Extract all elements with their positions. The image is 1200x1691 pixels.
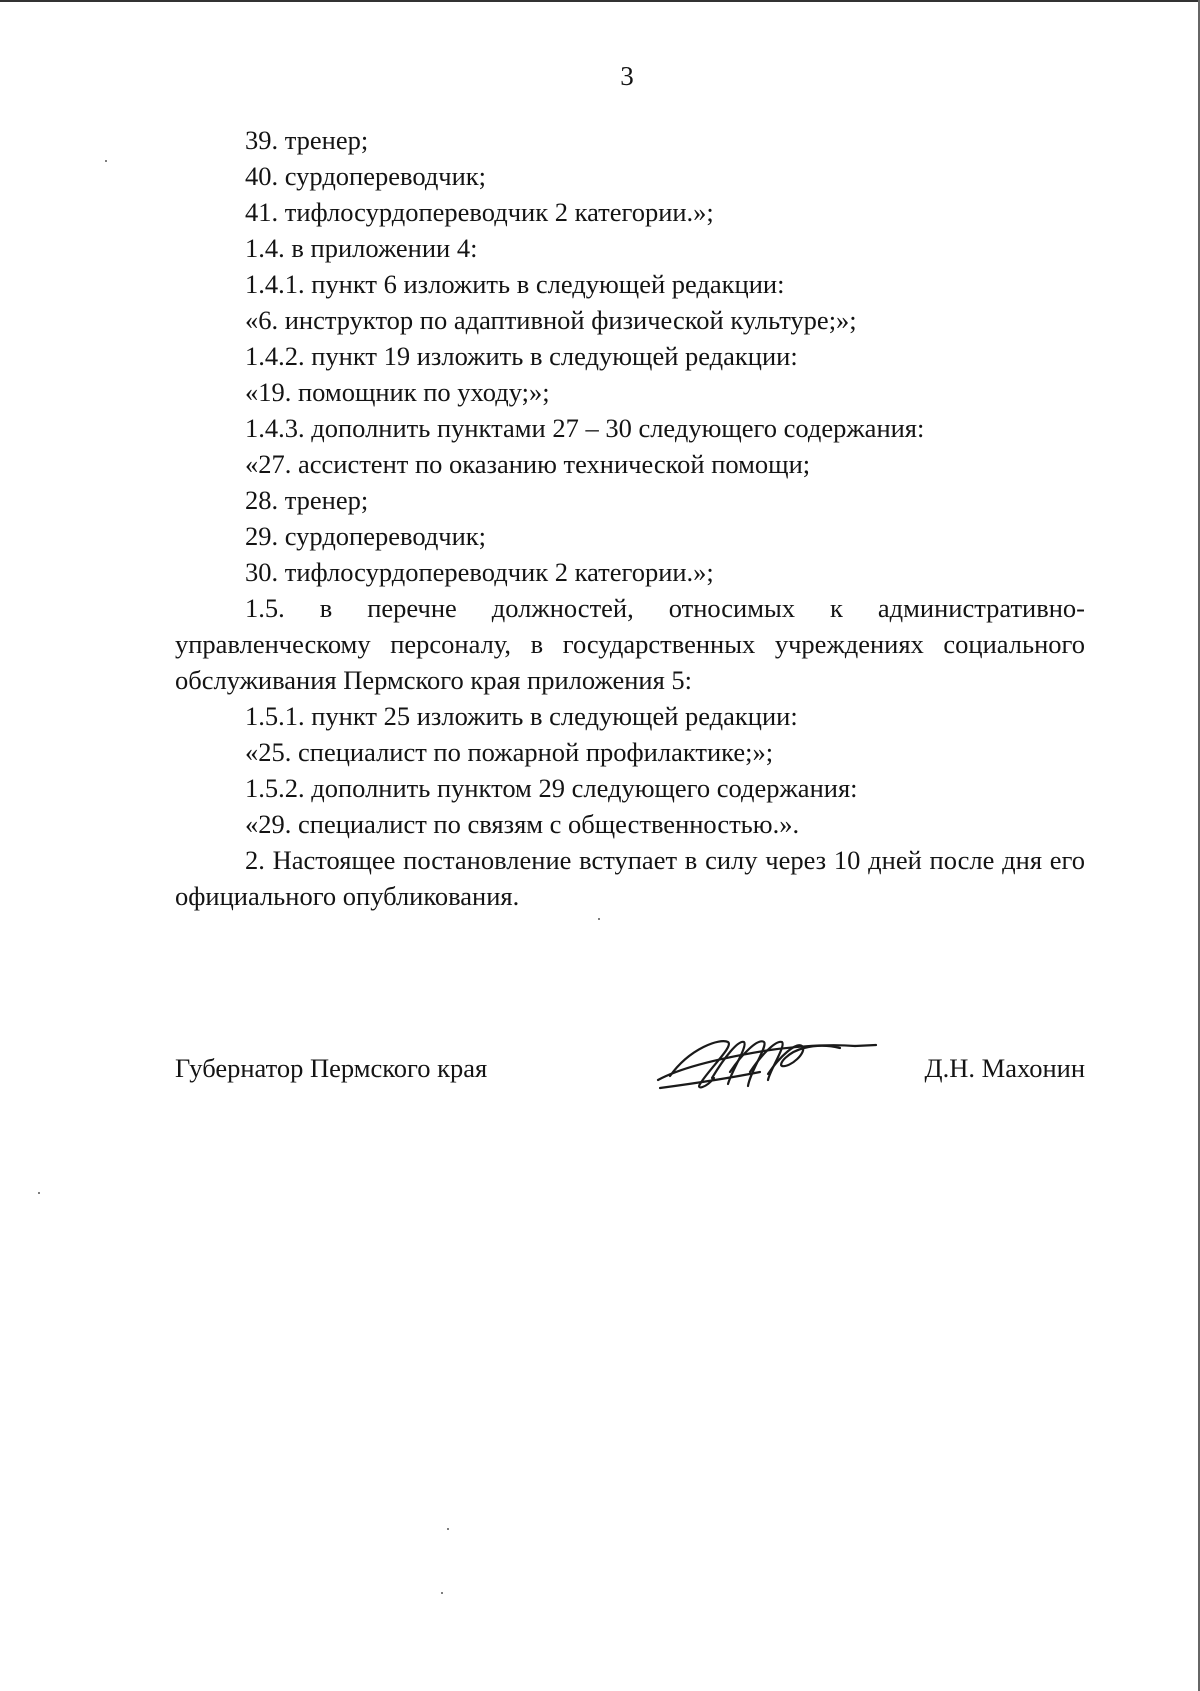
signature-block [175,1050,1085,1110]
list-item-39: 39. тренер; [245,125,369,155]
quoted-item-6: «6. инструктор по адаптивной физической культуре;»; [245,305,857,335]
scan-speck [441,1592,443,1594]
signatory-title: Губернатор Пермского края [175,1053,488,1083]
scan-speck [447,1528,449,1530]
list-item-30: 30. тифлосурдопереводчик 2 категории.»; [245,557,714,587]
clause-1-4-2: 1.4.2. пункт 19 изложить в следующей редакции: [245,341,798,371]
quoted-item-29: «29. специалист по связям с общественностью.». [245,809,800,839]
list-item-41: 41. тифлосурдопереводчик 2 категории.»; [245,197,714,227]
scan-edge-top [0,0,1200,2]
document-body [175,122,1085,914]
clause-1-5-2: 1.5.2. дополнить пунктом 29 следующего содержания: [245,773,858,803]
list-item-28: 28. тренер; [245,485,369,515]
list-item-29: 29. сурдопереводчик; [245,521,487,551]
signatory-name: Д.Н. Махонин [924,1053,1085,1083]
clause-1-4-1: 1.4.1. пункт 6 изложить в следующей редакции: [245,269,785,299]
page-number: 3 [620,61,634,91]
clause-1-5: 1.5. в перечне должностей, относимых к административно-управленческому персоналу, в государственных учреждениях социального обслуживания Пермского края приложения 5: [175,593,1085,695]
quoted-item-25: «25. специалист по пожарной профилактике;»; [245,737,774,767]
clause-1-4: 1.4. в приложении 4: [245,233,478,263]
quoted-item-27: «27. ассистент по оказанию технической помощи; [245,449,811,479]
handwritten-signature [650,1028,880,1100]
scan-speck [38,1192,40,1194]
clause-1-4-3: 1.4.3. дополнить пунктами 27 – 30 следующего содержания: [245,413,925,443]
scan-speck [598,918,600,920]
list-item-40: 40. сурдопереводчик; [245,161,487,191]
quoted-item-19: «19. помощник по уходу;»; [245,377,550,407]
scan-speck [105,160,107,162]
clause-2: 2. Настоящее постановление вступает в силу через 10 дней после дня его официального опубликования. [175,845,1085,911]
clause-1-5-1: 1.5.1. пункт 25 изложить в следующей редакции: [245,701,798,731]
